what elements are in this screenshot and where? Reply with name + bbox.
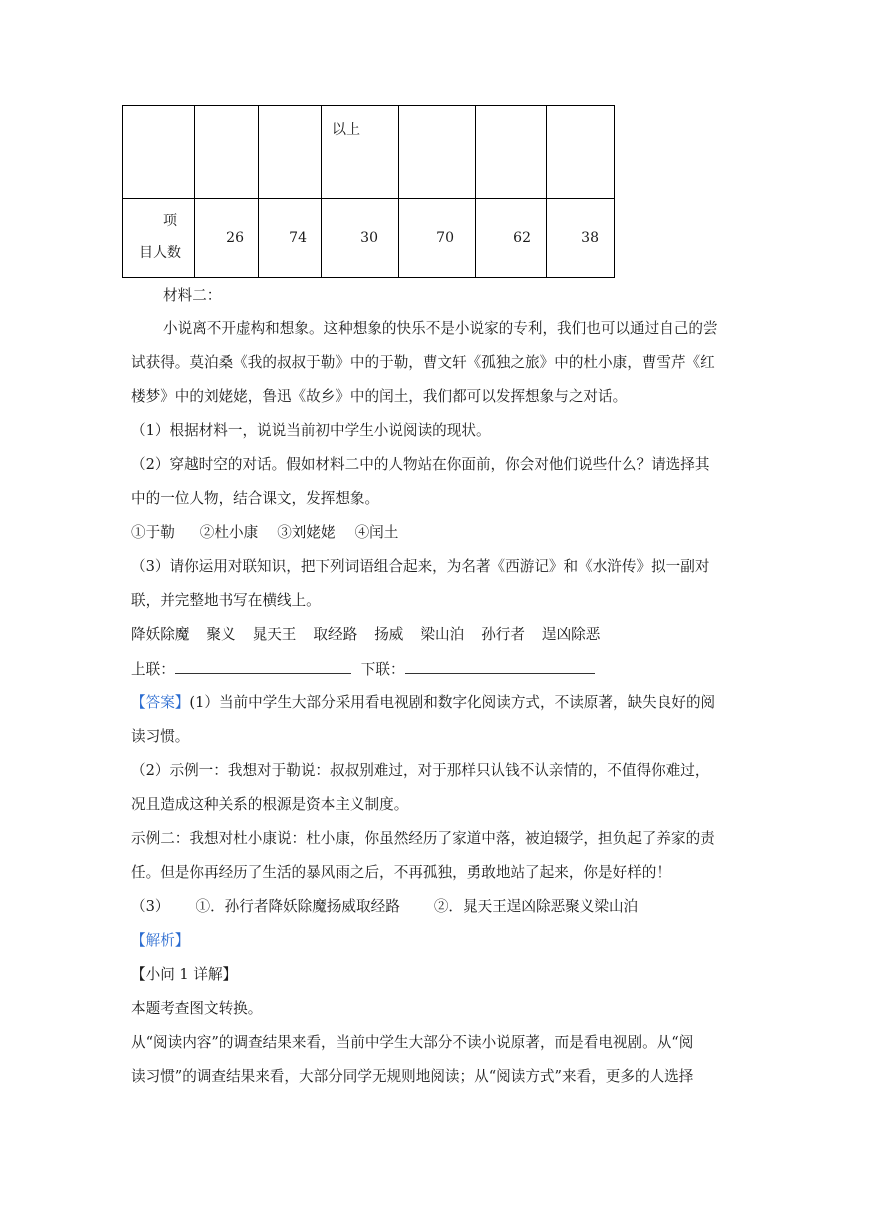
upper-couplet-blank bbox=[175, 659, 351, 674]
paragraph-line: 小说离不开虚构和想象。这种想象的快乐不是小说家的专利，我们也可以通过自己的尝 bbox=[163, 320, 718, 337]
material2-heading: 材料二： bbox=[163, 287, 222, 304]
option: ③刘姥姥 bbox=[277, 524, 336, 541]
answer-3-part: ②．晁天王逞凶除恶聚义梁山泊 bbox=[433, 898, 639, 915]
word: 梁山泊 bbox=[420, 626, 465, 643]
word: 聚义 bbox=[206, 626, 236, 643]
analysis-line: 从“阅读内容”的调查结果来看，当前中学生大部分不读小说原著，而是看电视剧。从“阅 bbox=[131, 1034, 694, 1051]
answer-tag: 【答案】 bbox=[131, 694, 190, 711]
answer-1-line: 【答案】(1）当前中学生大部分采用看电视剧和数字化阅读方式，不读原著，缺失良好的阅 bbox=[131, 694, 716, 711]
option: ①于勒 bbox=[131, 524, 175, 541]
word: 晁天王 bbox=[252, 626, 297, 643]
word: 逞凶除恶 bbox=[541, 626, 601, 643]
word: 取经路 bbox=[313, 626, 358, 643]
table-cell: 70 bbox=[399, 199, 476, 278]
table-row bbox=[123, 199, 615, 278]
analysis-line: 读习惯”的调查结果来看，大部分同学无规则地阅读；从“阅读方式”来看，更多的人选择 bbox=[131, 1068, 694, 1085]
question-2-options bbox=[131, 523, 398, 543]
table-cell: 74 bbox=[259, 199, 322, 278]
answer-3-line: （3） ①．孙行者降妖除魔扬威取经路 ②．晁天王逞凶除恶聚义梁山泊 bbox=[131, 898, 639, 915]
question-1: （1）根据材料一，说说当前初中学生小说阅读的现状。 bbox=[131, 422, 491, 439]
table-cell: 26 bbox=[195, 199, 259, 278]
question-3-line: 联，并完整地书写在横线上。 bbox=[131, 592, 321, 609]
table-cell: 以上 bbox=[332, 122, 360, 138]
row-label: 项 目人数 bbox=[139, 213, 181, 261]
question-3-line: （3）请你运用对联知识，把下列词语组合起来，为名著《西游记》和《水浒传》拟一副对 bbox=[131, 558, 710, 575]
table-row bbox=[123, 106, 615, 199]
question-2-line: 中的一位人物，结合课文，发挥想象。 bbox=[131, 490, 380, 507]
table-cell: 30 bbox=[322, 199, 399, 278]
question-2-line: （2）穿越时空的对话。假如材料二中的人物站在你面前，你会对他们说些什么？请选择其 bbox=[131, 456, 710, 473]
word-list bbox=[131, 625, 600, 645]
table-cell: 38 bbox=[547, 199, 615, 278]
survey-table bbox=[122, 105, 615, 278]
answer-1-line: 读习惯。 bbox=[131, 728, 190, 745]
word: 孙行者 bbox=[481, 626, 525, 643]
word: 降妖除魔 bbox=[131, 626, 190, 643]
table-cell: 62 bbox=[476, 199, 547, 278]
paragraph-line: 楼梦》中的刘姥姥，鲁迅《故乡》中的闰土，我们都可以发挥想象与之对话。 bbox=[131, 388, 628, 405]
analysis-line: 本题考查图文转换。 bbox=[131, 1000, 263, 1017]
couplet-blanks bbox=[131, 659, 595, 680]
answer-2-line: 任。但是你再经历了生活的暴风雨之后，不再孤独，勇敢地站了起来，你是好样的！ bbox=[131, 864, 671, 881]
upper-couplet-label: 上联： bbox=[131, 661, 175, 678]
answer-2-line: 示例二：我想对杜小康说：杜小康，你虽然经历了家道中落，被迫辍学，担负起了养家的责 bbox=[131, 830, 715, 847]
answer-3-part: ①．孙行者降妖除魔扬威取经路 bbox=[195, 898, 400, 915]
answer-2-line: 况且造成这种关系的根源是资本主义制度。 bbox=[131, 796, 409, 813]
option: ④闰土 bbox=[354, 524, 399, 541]
lower-couplet-label: 下联： bbox=[360, 661, 405, 678]
lower-couplet-blank bbox=[405, 659, 595, 674]
analysis-tag: 【解析】 bbox=[131, 932, 190, 949]
answer-2-line: （2）示例一：我想对于勒说：叔叔别难过，对于那样只认钱不认亲情的，不值得你难过， bbox=[131, 762, 710, 779]
word: 扬威 bbox=[374, 626, 404, 643]
analysis-subheading: 【小问 1 详解】 bbox=[131, 966, 238, 983]
option: ②杜小康 bbox=[199, 524, 259, 541]
paragraph-line: 试获得。莫泊桑《我的叔叔于勒》中的于勒，曹文轩《孤独之旅》中的杜小康，曹雪芹《红 bbox=[131, 354, 715, 371]
